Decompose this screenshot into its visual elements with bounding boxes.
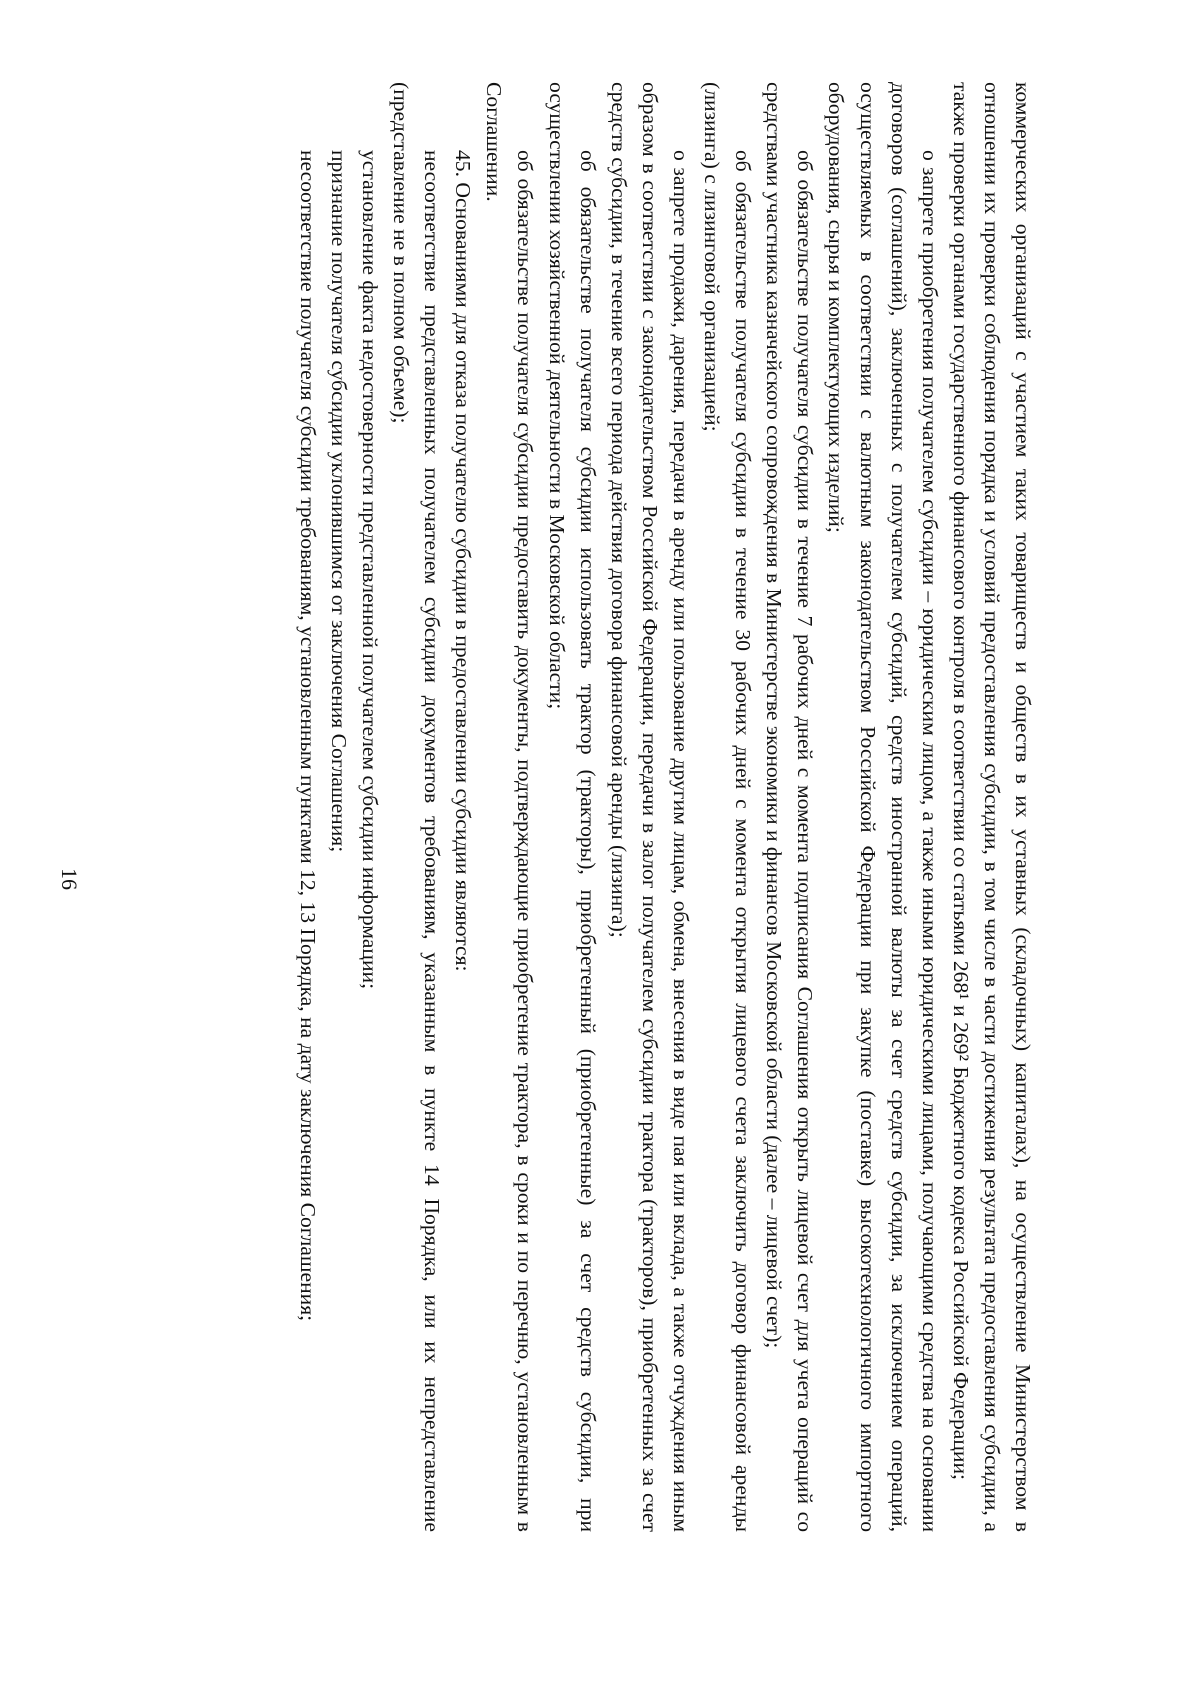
document-body <box>292 82 1038 1532</box>
paragraph: о запрете продажи, дарения, передачи в аренду или пользование другим лицам, обмена, внесения в виде пая или вклада, а также отчуждения иным образом в соответствии с законодательством Российской Федерации, передачи в залог получателем субсидии трактора (тракторов), приобретенных за счет средств субсидии, в течение всего периода действия договора финансовой аренды (лизинга); <box>606 82 693 1532</box>
paragraph: несоответствие получателя субсидии требованиям, установленным пунктами 12, 13 Порядка, на дату заключения Соглашения; <box>295 150 320 1322</box>
paragraph: об обязательстве получателя субсидии использовать трактор (тракторы), приобретенный (приобретенные) за счет средств субсидии, при осуществлении хозяйственной деятельности в Московской области; <box>544 82 600 1532</box>
page-number: 16 <box>57 868 82 890</box>
paragraph: 45. Основаниями для отказа получателю субсидии в предоставлении субсидии являются: <box>451 150 476 972</box>
paragraph: об обязательстве получателя субсидии предоставить документы, подтверждающие приобретение трактора, в сроки и по перечню, установленным в Соглашении. <box>482 82 538 1532</box>
paragraph: установление факта недостоверности представленной получателем субсидии информации; <box>358 150 383 990</box>
paragraph: коммерческих организаций с участием таких товариществ и обществ в их уставных (складочных) капиталах), на осуществление Министерством в отношении их проверки соблюдения порядка и условий предоставления субсидии, в том числе в части достижения результата предоставления субсидии, а также проверки органами государственного финансового контроля в соответствии со статьями 268¹ и 269² Бюджетного кодекса Российской Федерации; <box>948 82 1035 1532</box>
paragraph: несоответствие представленных получателем субсидии документов требованиям, указанным в пункте 14 Порядка, или их непредставление (представление не в полном объеме); <box>389 82 445 1532</box>
paragraph: о запрете приобретения получателем субсидии – юридическим лицом, а также иными юридическими лицами, получающими средства на основании договоров (соглашений), заключенных с получателем субсидий, средств иностранной валюты за счет средств субсидии, за исключением операций, осуществляемых в соответствии с валютным законодательством Российской Федерации при закупке (поставке) высокотехнологичного импортного оборудования, сырья и комплектующих изделий; <box>824 82 942 1532</box>
paragraph: об обязательстве получателя субсидии в течение 30 рабочих дней с момента открытия лицевого счета заключить договор финансовой аренды (лизинга) с лизинговой организацией; <box>700 82 756 1532</box>
paragraph: об обязательстве получателя субсидии в течение 7 рабочих дней с момента подписания Соглашения открыть лицевой счет для учета операций со средствами участника казначейского сопровождения в Министерстве экономики и финансов Московской области (далее – лицевой счет); <box>762 82 818 1532</box>
paragraph: признание получателя субсидии уклонившимся от заключения Соглашения; <box>326 150 351 853</box>
